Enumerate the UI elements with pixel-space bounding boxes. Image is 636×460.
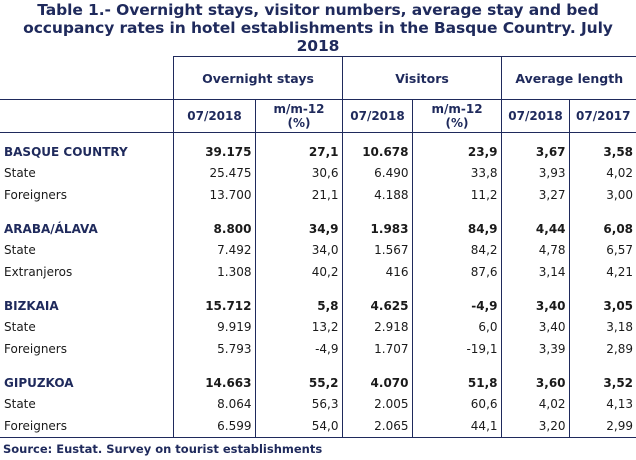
cell-col-4: 33,8 [412,162,501,184]
cell-col-5: 4,78 [501,239,569,261]
table-body [0,133,636,438]
cell-col-6: 2,89 [569,338,636,360]
cell-col-6: 3,58 [569,133,636,163]
cell-col-5: 3,40 [501,316,569,338]
cell-col-3: 6.490 [342,162,412,184]
cell-col-5: 4,02 [501,393,569,415]
cell-col-3: 416 [342,261,412,283]
cell-col-1: 7.492 [173,239,255,261]
cell-col-6: 2,99 [569,415,636,438]
cell-col-3: 4.188 [342,184,412,206]
region-row [0,133,636,163]
table-row [0,184,636,206]
row-label: Extranjeros [4,265,73,279]
cell-col-6: 6,57 [569,239,636,261]
cell-col-1: 8.064 [173,393,255,415]
cell-col-5: 3,67 [501,133,569,163]
row-label: State [4,397,36,411]
cell-col-3: 2.918 [342,316,412,338]
header-overnight-stays: Overnight stays [173,57,342,100]
cell-col-3: 10.678 [342,133,412,163]
cell-col-1: 9.919 [173,316,255,338]
cell-col-6: 4,21 [569,261,636,283]
header-sub-2: m/m-12 (%) [255,100,342,133]
cell-col-1: 14.663 [173,360,255,393]
region-label: ARABA/ÁLAVA [4,222,98,236]
row-label: Foreigners [4,188,67,202]
cell-col-3: 1.707 [342,338,412,360]
cell-col-5: 3,14 [501,261,569,283]
cell-col-6: 3,52 [569,360,636,393]
cell-col-1: 13.700 [173,184,255,206]
header-row-subcolumns [0,100,636,133]
cell-col-6: 3,18 [569,316,636,338]
cell-col-2: 27,1 [255,133,342,163]
table-row [0,316,636,338]
cell-col-4: 23,9 [412,133,501,163]
region-label: GIPUZKOA [4,376,74,390]
source-note: Source: Eustat. Survey on tourist establishments [3,442,323,456]
cell-col-4: 51,8 [412,360,501,393]
cell-col-4: 6,0 [412,316,501,338]
header-sub-5: 07/2018 [501,100,569,133]
header-sub-1: 07/2018 [173,100,255,133]
cell-col-1: 8.800 [173,206,255,239]
cell-col-2: 21,1 [255,184,342,206]
cell-col-2: 40,2 [255,261,342,283]
cell-col-1: 6.599 [173,415,255,438]
header-visitors: Visitors [342,57,501,100]
table-row [0,261,636,283]
table-row [0,338,636,360]
cell-col-3: 2.065 [342,415,412,438]
cell-col-4: 84,2 [412,239,501,261]
table-row [0,415,636,438]
cell-col-1: 1.308 [173,261,255,283]
region-label: BASQUE COUNTRY [4,145,128,159]
cell-col-6: 4,13 [569,393,636,415]
cell-col-6: 4,02 [569,162,636,184]
region-row [0,360,636,393]
cell-col-2: 34,0 [255,239,342,261]
table-row [0,162,636,184]
cell-col-4: -19,1 [412,338,501,360]
cell-col-5: 3,20 [501,415,569,438]
cell-col-5: 3,39 [501,338,569,360]
cell-col-5: 3,60 [501,360,569,393]
region-row [0,206,636,239]
cell-col-3: 1.567 [342,239,412,261]
cell-col-4: 11,2 [412,184,501,206]
cell-col-2: 54,0 [255,415,342,438]
cell-col-3: 1.983 [342,206,412,239]
cell-col-1: 39.175 [173,133,255,163]
cell-col-1: 25.475 [173,162,255,184]
cell-col-1: 15.712 [173,283,255,316]
cell-col-4: -4,9 [412,283,501,316]
cell-col-6: 3,05 [569,283,636,316]
row-label: State [4,243,36,257]
row-label: State [4,166,36,180]
cell-col-1: 5.793 [173,338,255,360]
cell-col-5: 3,40 [501,283,569,316]
cell-col-2: 55,2 [255,360,342,393]
header-row-groups [0,57,636,100]
table-title: Table 1.- Overnight stays, visitor numbers, average stay and bed occupancy rates in hotel establishments in the Basque Country. July 2018 [23,1,613,55]
header-corner [0,57,173,100]
statistics-table [0,56,636,438]
cell-col-2: 13,2 [255,316,342,338]
header-sub-6: 07/2017 [569,100,636,133]
cell-col-3: 4.625 [342,283,412,316]
row-label: Foreigners [4,342,67,356]
cell-col-6: 6,08 [569,206,636,239]
header-sub-3: 07/2018 [342,100,412,133]
cell-col-4: 87,6 [412,261,501,283]
region-label: BIZKAIA [4,299,59,313]
cell-col-3: 4.070 [342,360,412,393]
cell-col-4: 60,6 [412,393,501,415]
cell-col-2: -4,9 [255,338,342,360]
header-average-length: Average length [501,57,636,100]
header-sub-4: m/m-12 (%) [412,100,501,133]
cell-col-4: 44,1 [412,415,501,438]
row-label: State [4,320,36,334]
region-row [0,283,636,316]
header-corner-sub [0,100,173,133]
cell-col-2: 56,3 [255,393,342,415]
cell-col-5: 3,93 [501,162,569,184]
cell-col-2: 30,6 [255,162,342,184]
table-row [0,393,636,415]
cell-col-5: 3,27 [501,184,569,206]
row-label: Foreigners [0,415,173,438]
table-row [0,239,636,261]
cell-col-4: 84,9 [412,206,501,239]
cell-col-5: 4,44 [501,206,569,239]
cell-col-2: 34,9 [255,206,342,239]
cell-col-6: 3,00 [569,184,636,206]
cell-col-3: 2.005 [342,393,412,415]
cell-col-2: 5,8 [255,283,342,316]
